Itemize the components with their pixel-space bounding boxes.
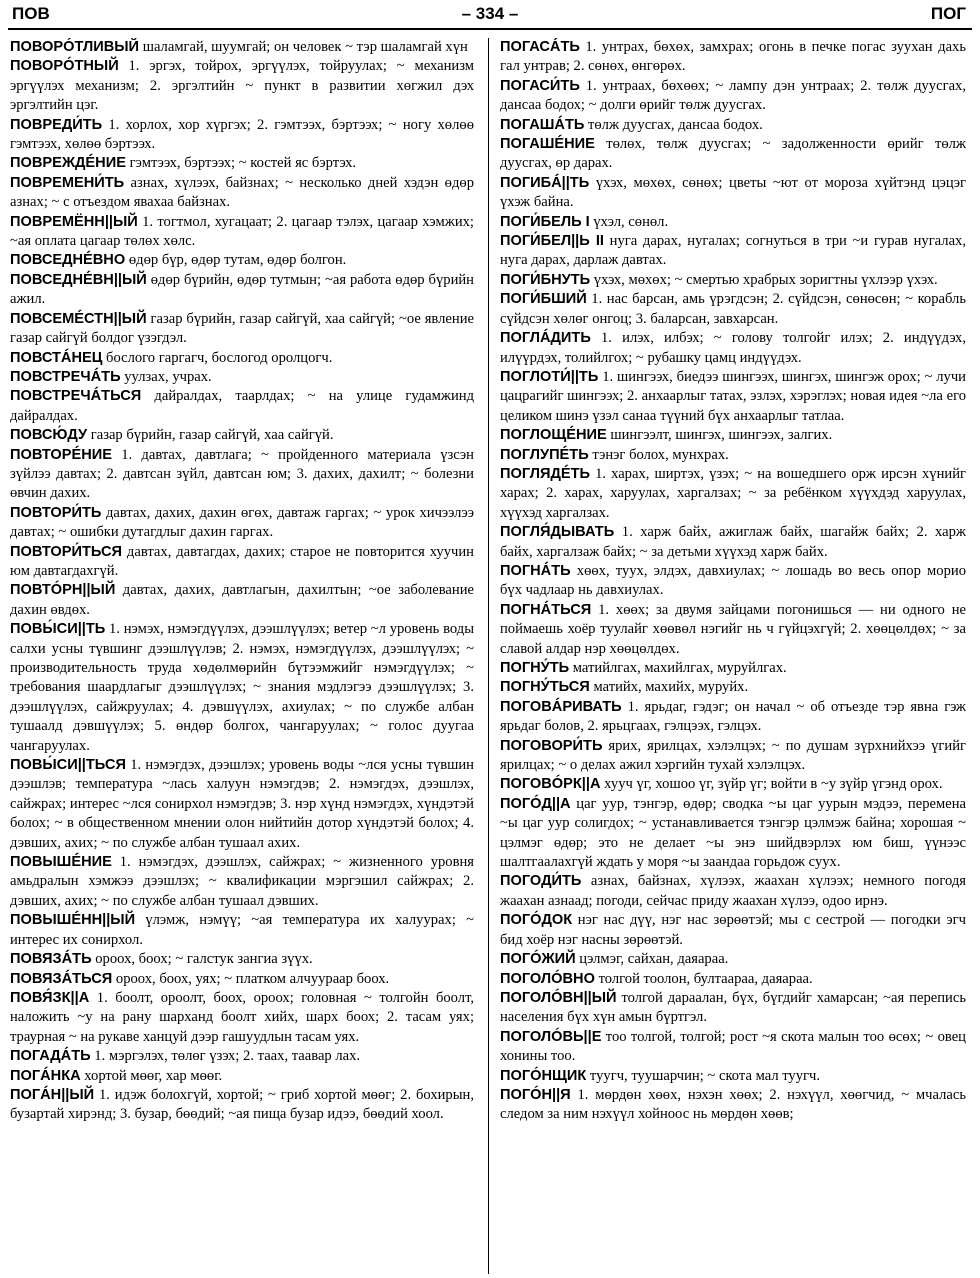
entry-definition: 1. мөрдөн хөөх, нэхэн хөөх; 2. нэхүүл, хөөгчид, ~ мчалась следом за ним нэхүүл хойноос нь мөрдөн хөөв; — [500, 1086, 966, 1123]
dictionary-entry — [500, 950, 966, 969]
entry-headword: ПОГОЛÓВНО — [500, 970, 595, 987]
entry-definition: матийлгах, махийлгах, муруйлгах. — [569, 660, 787, 676]
dictionary-entry — [500, 116, 966, 135]
entry-definition: өдөр бүрийн, өдөр тутмын; ~ая работа өдөр бүрийн ажил. — [10, 271, 474, 308]
dictionary-entry — [500, 271, 966, 290]
entry-headword: ПОВСЕДНÉВНО — [10, 252, 126, 269]
entry-definition: 1. нэмэгдэх, дээшлэх; уровень воды ~лся усны түвшин дээшлэв; температура ~лась халуун нэмэгдэв; 2. нэмэгдэх, дээшлэх, сайжрах; интерес ~лся сонирхол нэмэгдэв; 3. нэр хүнд нэмэгдэх, хүндэтэй болох; ~ в общественном мнении олон нийтийн дотор хүндэтэй болох; 4. дэвших, ахих; ~ по службе албан тушаал ахих. — [10, 757, 474, 851]
entry-headword: ПОГÓЖИЙ — [500, 951, 576, 968]
entry-definition: матийх, махийх, муруйх. — [589, 679, 749, 696]
entry-headword: ПОВРЕДИ́ТЬ — [10, 116, 103, 133]
entry-definition: 1. хөөх; за двумя зайцами погонишься — ни одного не поймаешь хоёр туулайг хөөвөл нэгийг нь ч гүйцэхгүй; 2. хөөцөлдөх; ~ за славой алдар нэр хөөцөлдөх. — [500, 601, 966, 657]
entry-definition: туугч, туушарчин; ~ скота мал туугч. — [586, 1067, 821, 1084]
entry-definition: уулзах, учрах. — [120, 368, 212, 385]
dictionary-entry — [500, 1086, 966, 1125]
dictionary-entry — [10, 504, 474, 543]
dictionary-entry — [10, 154, 474, 173]
entry-headword: ПОГАСИ́ТЬ — [500, 77, 580, 94]
entry-headword: ПОВЯ́ЗК||А — [10, 989, 90, 1006]
entry-headword: ПОГЛЯ́ДЫВАТЬ — [500, 524, 615, 541]
dictionary-entry — [500, 989, 966, 1028]
dictionary-entry — [500, 678, 966, 697]
dictionary-entry — [10, 251, 474, 270]
entry-headword: ПОГЛОТИ́||ТЬ — [500, 368, 599, 385]
dictionary-entry — [10, 970, 474, 989]
entry-headword: ПОГÁНКА — [10, 1067, 81, 1084]
entry-definition: нэг нас дүү, нэг нас зөрөөтэй; мы с сестрой — погодки эгч бид хоёр нэг насны зөрөөтэй. — [500, 912, 966, 948]
entry-headword: ПОГИ́БЕЛЬ I — [500, 213, 590, 230]
entry-definition: 1. шингээх, биедээ шингээх, шингэх, шингэж орох; ~ лучи цацрагийг шингээх; 2. анхаарлыг татах, эзлэх, хэрэглэх; новая идея ~ла его целиком шинэ үзэл санаа түүний бүх анхаарлыг татлаа. — [500, 368, 966, 424]
entry-headword: ПОВСЮ́ДУ — [10, 427, 88, 444]
dictionary-entry — [500, 562, 966, 601]
dictionary-entry — [500, 970, 966, 989]
entry-definition: ярих, ярилцах, хэлэлцэх; ~ по душам зүрхнийхээ үгийг ярилцах; ~ о делах ажил хэргийн тухай хэлэлцэх. — [500, 737, 966, 774]
entry-definition: 1. нэмэгдэх, дээшлэх, сайжрах; ~ жизненного уровня амьдралын хэмжээ дээшлэх; ~ квалификации мэргэшил сайжрах; 2. дэвших, ахих; ~ по службе албан тушаал дэвших. — [10, 854, 474, 909]
dictionary-entry — [10, 38, 474, 57]
entry-headword: ПОВСЕМÉСТН||ЫЙ — [10, 310, 147, 327]
entry-headword: ПОГЛУПÉТЬ — [500, 446, 589, 463]
dictionary-entry — [500, 795, 966, 873]
entry-headword: ПОВЫ́СИ||ТЬСЯ — [10, 757, 126, 774]
entry-definition: цаг уур, тэнгэр, өдөр; сводка ~ы цаг уурын мэдээ, перемена ~ы цаг уур солигдох; ~ устанавливается тэнгэр цэлмэж байна; хорошая ~ цэлмэг өдөр; это не делает ~ы энэ шийдвэрлэх юм биш, үүнээс шалтгаалахгүй ждать у моря ~ы заандаа горьдож суух. — [500, 795, 966, 871]
entry-headword: ПОГÓНЩИК — [500, 1067, 587, 1084]
entry-definition: 1. нас барсан, амь үрэгдсэн; 2. сүйдсэн, сөнөсөн; ~ корабль сүйдсэн хөлөг онгоц; 3. баларсан, завхарсан. — [500, 291, 966, 327]
entry-headword: ПОГÁН||ЫЙ — [10, 1086, 95, 1103]
entry-headword: ПОГИ́БЕЛ||Ь II — [500, 233, 604, 250]
entry-headword: ПОГОДИ́ТЬ — [500, 873, 582, 890]
entry-definition: хөөх, туух, элдэх, давхиулах; ~ лошадь во весь опор морио бүх чадлаар нь давхиулах. — [500, 562, 966, 599]
entry-headword: ПОГОВÓРК||А — [500, 776, 601, 793]
entry-definition: 1. давтах, давтлага; ~ пройденного материала үзсэн зүйлээ давтах; 2. давтсан зүйл, давтсан юм; 3. дахих, дахилт; ~ болезни өвчин дахих. — [10, 446, 474, 502]
dictionary-entry — [10, 368, 474, 387]
header-rule — [8, 28, 972, 30]
entry-headword: ПОГЛЯДÉТЬ — [500, 465, 591, 482]
entry-definition: цэлмэг, сайхан, даяараа. — [575, 951, 729, 968]
entry-headword: ПОВОРÓТНЫЙ — [10, 58, 119, 75]
dictionary-entry — [500, 872, 966, 911]
entry-headword: ПОГОВÁРИВАТЬ — [500, 698, 622, 715]
entry-definition: үлэмж, нэмүү; ~ая температура их халуурах; ~ интерес их сонирхол. — [10, 912, 474, 948]
entry-headword: ПОВЫШÉНН||ЫЙ — [10, 912, 136, 929]
column-divider — [488, 38, 489, 1274]
entry-definition: 1. боолт, ороолт, боох, ороох; головная ~ толгойн боолт, наложить ~у на рану шарханд боолт хийх, шарх боох; 2. тасам уях; траурная ~ на рукаве ханцуй дээр гашуудлын тасам уях. — [10, 989, 474, 1045]
entry-headword: ПОГИБÁ||ТЬ — [500, 174, 590, 191]
dictionary-entry — [500, 601, 966, 659]
entry-headword: ПОВРЕМЁНН||ЫЙ — [10, 213, 138, 230]
dictionary-entry — [500, 1067, 966, 1086]
entry-definition: үхэл, сөнөл. — [589, 213, 669, 230]
dictionary-entry — [500, 368, 966, 426]
dictionary-entry — [10, 853, 474, 911]
dictionary-entry — [10, 1047, 474, 1066]
dictionary-entry — [500, 135, 966, 174]
entry-definition: хортой мөөг, хар мөөг. — [80, 1067, 223, 1084]
dictionary-entry — [500, 446, 966, 465]
entry-headword: ПОГНÁТЬ — [500, 562, 571, 579]
entry-definition: дайралдах, таарлдах; ~ на улице гудамжинд дайралдах. — [10, 388, 474, 424]
entry-definition: газар бүрийн, газар сайгүй, хаа сайгүй; ~ое явление газар сайгүй болдог үзэгдэл. — [10, 310, 474, 347]
entry-definition: 1. хорлох, хор хүргэх; 2. гэмтээх, бэртээх; ~ ногу хөлөө гэмтээх, хөлөө бэртээх. — [10, 116, 474, 153]
dictionary-entry — [500, 174, 966, 213]
header-left-guide: ПОВ — [12, 4, 50, 23]
dictionary-entry — [500, 698, 966, 737]
dictionary-entry — [500, 77, 966, 116]
entry-headword: ПОВСТРЕЧÁТЬ — [10, 368, 121, 385]
dictionary-entry — [10, 174, 474, 213]
header-right-guide: ПОГ — [930, 4, 966, 23]
entry-definition: бослого гаргагч, бослогод оролцогч. — [102, 349, 333, 366]
entry-headword: ПОВТÓРН||ЫЙ — [10, 582, 116, 599]
entry-definition: азнах, байзнах, хүлээх, жаахан хүлээх; немного погодя жаахан азнаад; погоди, сейчас приду жаахан хүлээ, одоо ирнэ. — [500, 873, 966, 909]
entry-headword: ПОГОЛÓВЬ||Е — [500, 1028, 602, 1045]
dictionary-entry — [500, 426, 966, 445]
entry-definition: төлж дуусгах, дансаа бодох. — [584, 116, 763, 133]
entry-definition: нуга дарах, нугалах; согнуться в три ~и гурав нугалах, нуга дарах, дарлаж давтах. — [500, 233, 966, 269]
entry-definition: 1. эргэх, тойрох, эргүүлэх, тойруулах; ~ механизм эргүүлэх механизм; 2. эргэлтийн ~ пункт в развитии хөгжил дэх эргэлтийн цэг. — [10, 58, 474, 114]
entry-definition: ороох, боох, уях; ~ платком алчуураар боох. — [112, 970, 390, 987]
entry-definition: шингээлт, шингэх, шингээх, залгих. — [606, 427, 833, 444]
entry-definition: азнах, хүлээх, байзнах; ~ несколько дней хэдэн өдөр азнах; ~ с отъездом явахаа байзнах. — [10, 174, 474, 211]
dictionary-entry — [500, 465, 966, 523]
entry-definition: газар бүрийн, газар сайгүй, хаа сайгүй. — [87, 427, 334, 444]
entry-headword: ПОГАСÁТЬ — [500, 39, 580, 55]
dictionary-entry — [500, 737, 966, 776]
entry-definition: хууч үг, хошоо үг, зүйр үг; войти в ~у зүйр үгэнд орох. — [600, 776, 943, 793]
entry-headword: ПОГÓН||Я — [500, 1086, 571, 1103]
left-column — [10, 38, 474, 1274]
dictionary-entry — [500, 1028, 966, 1067]
entry-definition: үхэх, мөхөх, сөнөх; цветы ~ют от мороза хүйтэнд цэцэг үхэж байна. — [500, 174, 966, 211]
entry-headword: ПОВЯЗÁТЬСЯ — [10, 970, 113, 987]
dictionary-entry — [500, 659, 966, 678]
entry-definition: гэмтээх, бэртээх; ~ костей яс бэртэх. — [125, 155, 357, 172]
dictionary-entry — [10, 349, 474, 368]
page-number: – 334 – — [461, 4, 519, 23]
entry-definition: шаламгай, шуумгай; он человек ~ тэр шаламгай хүн — [139, 39, 468, 55]
dictionary-entry — [500, 290, 966, 329]
dictionary-entry — [500, 232, 966, 271]
entry-definition: өдөр бүр, өдөр тутам, өдөр болгон. — [125, 252, 347, 269]
entry-definition: үхэх, мөхөх; ~ смертью храбрых зоригтны үхлээр үхэх. — [590, 271, 938, 288]
dictionary-entry — [10, 911, 474, 950]
entry-definition: толгой дараалан, бүх, бүгдийг хамарсан; ~ая перепись населения бүх хүн амын бүртгэл. — [500, 989, 966, 1026]
entry-headword: ПОВОРÓТЛИВЫЙ — [10, 39, 140, 55]
entry-definition: төлөх, төлж дуусгах; ~ задолженности өрийг төлж дуусгах, өр дарах. — [500, 136, 966, 172]
entry-headword: ПОГИ́БНУТЬ — [500, 271, 591, 288]
entry-definition: толгой тоолон, бултаараа, даяараа. — [594, 970, 813, 987]
entry-headword: ПОВРЕМЕНИ́ТЬ — [10, 174, 125, 191]
entry-definition: 1. идэж болохгүй, хортой; ~ гриб хортой мөөг; 2. бохирын, бузартай хирэнд; 3. бузар, бөөдий; ~ая пища бузар идээ, бөөдий хоол. — [10, 1086, 474, 1123]
dictionary-entry — [500, 523, 966, 562]
dictionary-entry — [10, 543, 474, 582]
entry-headword: ПОВРЕЖДÉНИЕ — [10, 155, 126, 172]
dictionary-entry — [500, 213, 966, 232]
dictionary-entry — [10, 989, 474, 1047]
entry-definition: 1. унтрах, бөхөх, замхрах; огонь в печке погас зуухан дахь гал унтрав; 2. сөнөх, өнгөрөх. — [500, 39, 966, 75]
entry-headword: ПОГÓДОК — [500, 912, 573, 929]
entry-headword: ПОГНУ́ТЬ — [500, 660, 570, 676]
entry-headword: ПОВЫШÉНИЕ — [10, 854, 112, 871]
entry-definition: тоо толгой, толгой; рост ~я скота малын тоо өсөх; ~ овец хонины тоо. — [500, 1028, 966, 1065]
dictionary-entry — [10, 756, 474, 853]
entry-headword: ПОГАДÁТЬ — [10, 1048, 91, 1065]
entry-definition: тэнэг болох, мунхрах. — [588, 446, 729, 463]
entry-definition: 1. тогтмол, хугацаат; 2. цагаар тэлэх, цагаар хэмжих; ~ая оплата цагаар төлөх хөлс. — [10, 213, 474, 250]
dictionary-entry — [10, 581, 474, 620]
dictionary-entry — [10, 1067, 474, 1086]
entry-definition: 1. илэх, илбэх; ~ голову толгойг илэх; 2. индүүдэх, илүүрдэх, толийлгох; ~ рубашку цамц индүүдэх. — [500, 330, 966, 366]
dictionary-entry — [10, 387, 474, 426]
dictionary-entry — [10, 446, 474, 504]
entry-definition: 1. мэргэлэх, төлөг үзэх; 2. таах, таавар лах. — [90, 1048, 361, 1065]
dictionary-entry — [10, 1086, 474, 1125]
entry-headword: ПОГАШÁТЬ — [500, 116, 585, 133]
entry-definition: 1. харж байх, ажиглаж байх, шагайж байх; 2. харж байх, харгалзаж байх; ~ за детьми хүүхэд харж байх. — [500, 524, 966, 560]
entry-headword: ПОГИ́БШИЙ — [500, 291, 587, 308]
entry-headword: ПОВСТÁНЕЦ — [10, 349, 103, 366]
entry-headword: ПОГОВОРИ́ТЬ — [500, 737, 603, 754]
dictionary-entry — [10, 950, 474, 969]
entry-headword: ПОГÓД||А — [500, 795, 571, 812]
entry-definition: давтах, дахих, давтлагын, дахилтын; ~ое заболевание дахин өвдөх. — [10, 582, 474, 618]
dictionary-entry — [10, 116, 474, 155]
right-column — [500, 38, 966, 1274]
entry-headword: ПОГОЛÓВН||ЫЙ — [500, 989, 617, 1006]
entry-headword: ПОГЛÁДИТЬ — [500, 330, 591, 347]
dictionary-entry — [500, 775, 966, 794]
entry-headword: ПОГНÁТЬСЯ — [500, 601, 592, 618]
entry-headword: ПОВТОРИ́ТЬСЯ — [10, 543, 123, 560]
entry-definition: давтах, дахих, дахин өгөх, давтаж гаргах; ~ урок хичээлээ давтах; ~ ошибки дутагдлыг дахин гаргах. — [10, 504, 474, 541]
entry-headword: ПОГЛОЩÉНИЕ — [500, 427, 607, 444]
dictionary-entry — [10, 620, 474, 756]
entry-headword: ПОВЯЗÁТЬ — [10, 951, 92, 968]
entry-headword: ПОГНУ́ТЬСЯ — [500, 679, 590, 696]
entry-headword: ПОВСТРЕЧÁТЬСЯ — [10, 388, 142, 405]
entry-headword: ПОВТОРÉНИЕ — [10, 446, 112, 463]
entry-headword: ПОВТОРИ́ТЬ — [10, 504, 102, 521]
entry-headword: ПОВСЕДНÉВН||ЫЙ — [10, 271, 147, 288]
dictionary-entry — [10, 426, 474, 445]
dictionary-entry — [10, 213, 474, 252]
dictionary-entry — [10, 271, 474, 310]
dictionary-entry — [500, 38, 966, 77]
dictionary-entry — [10, 57, 474, 115]
entry-definition: 1. нэмэх, нэмэгдүүлэх, дээшлүүлэх; ветер ~л уровень воды салхи усны түвшинг дээшлүүлэв; 2. нэмэх, нэмэгдүүлэх, дээшлүүлэх; ~ производительность труда хөдөлмөрийн бүтээмжийг нэмэгдүүлэх; ~ требования шаардлагыг дээшлүүлэх; ~ знания мэдлэгээ дээшлүүлэх; 3. дээшлүүлэх, сайжруулах; 4. дэвшүүлэх, ахиулах; ~ по службе албан тушаалд дэвшүүлэх; 5. өндөр болгох, чангаруулах; ~ голос дуугаа чангаруулах. — [10, 621, 474, 754]
entry-definition: ороох, боох; ~ галстук зангиа зүүх. — [91, 951, 313, 968]
dictionary-entry — [500, 329, 966, 368]
entry-headword: ПОГАШÉНИЕ — [500, 136, 595, 153]
entry-definition: 1. ярьдаг, гэдэг; он начал ~ об отъезде тэр явна гэж ярьдаг болов, 2. ярьцгаах, гэлцээх, гэлцэх. — [500, 698, 966, 735]
entry-definition: 1. унтраах, бөхөөх; ~ лампу дэн унтраах; 2. төлж дуусгах, дансаа бодох; ~ долги өрийг төлж дуусгах. — [500, 77, 966, 114]
dictionary-entry — [10, 310, 474, 349]
dictionary-columns — [10, 38, 972, 1274]
dictionary-entry — [500, 911, 966, 950]
entry-definition: 1. харах, ширтэх, үзэх; ~ на вошедшего орж ирсэн хүнийг харах; 2. харах, харуулах, харгалзах; ~ за ребёнком хүүхдэд харуулах, хүүхэд харгалзах. — [500, 465, 966, 521]
entry-headword: ПОВЫ́СИ||ТЬ — [10, 621, 106, 638]
entry-definition: давтах, давтагдах, дахих; старое не повторится хуучин юм давтагдахгүй. — [10, 543, 474, 579]
